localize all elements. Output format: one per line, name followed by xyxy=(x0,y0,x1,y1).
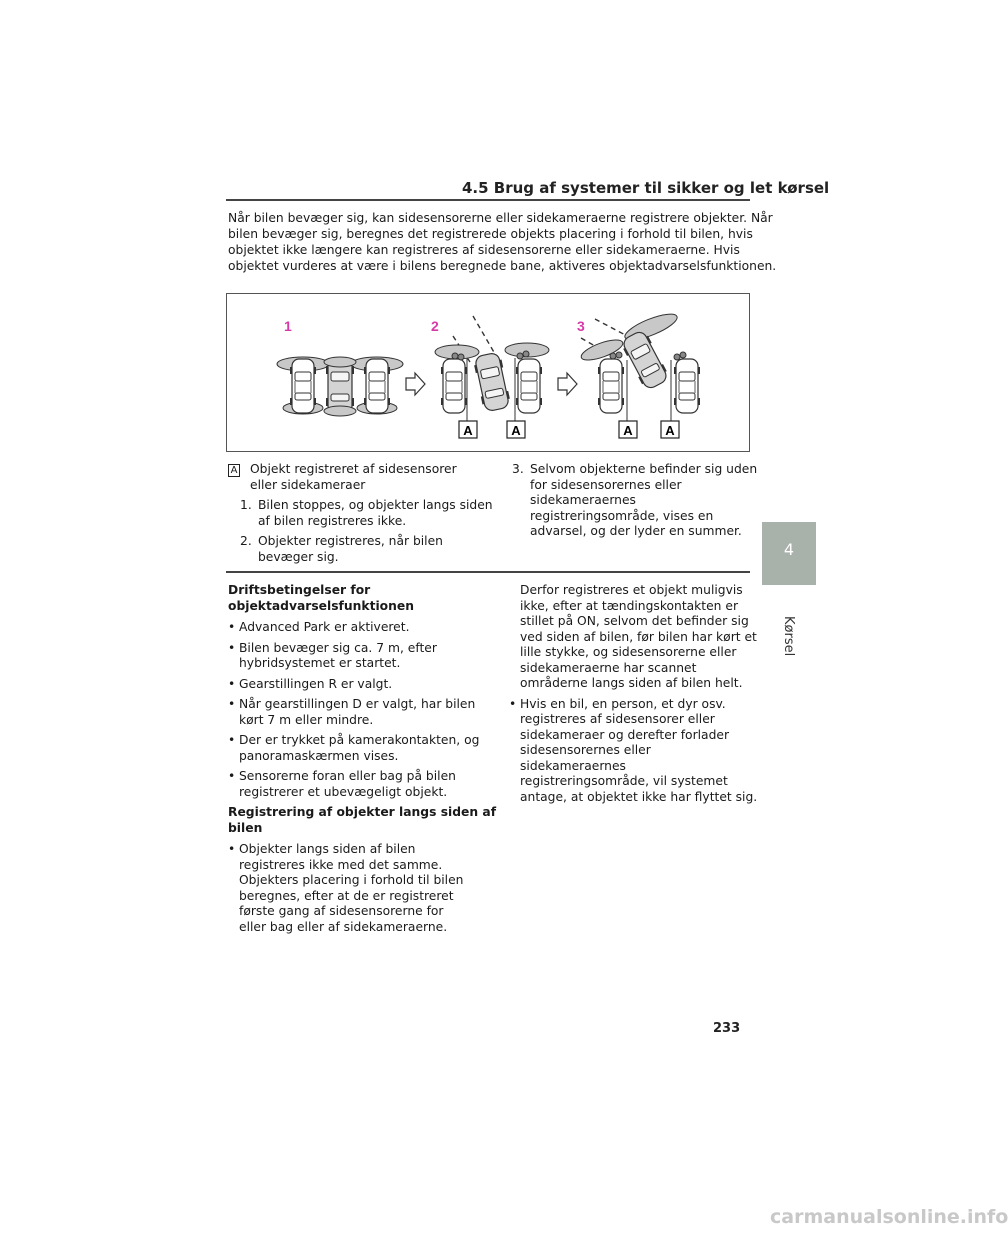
step-label-1: 1 xyxy=(284,318,292,334)
left-column xyxy=(228,583,497,940)
watermark: carmanualsonline.info xyxy=(770,1206,1008,1228)
legend-item-3 xyxy=(512,462,758,545)
continuation-paragraph: Derfor registreres et objekt muligvis ikke, efter at tændingskontakten er stillet på ON, selvom det befinder sig ved siden af bilen, før bilen har kørt et lille stykke, og sidesensorerne eller sidekameraerne har scannet områderne langs siden af bilen helt. xyxy=(520,583,757,690)
legend-item-line: Bilen stoppes, og objekter langs siden xyxy=(258,498,493,512)
legend-a-line: eller sidekameraer xyxy=(250,477,366,492)
chapter-number: 4 xyxy=(783,540,795,559)
registration-heading: Registrering af objekter langs siden af bilen xyxy=(228,805,497,835)
legend-item-line: for sidesensorernes eller xyxy=(530,477,682,492)
intro-line: objektet vurderes at være i bilens beregnede bane, aktiveres objektadvarselsfunktionen. xyxy=(228,259,777,273)
header-divider xyxy=(226,199,750,201)
intro-line: bilen bevæger sig, beregnes det registrerede objekts placering i forhold til bilen, hvis xyxy=(228,227,753,241)
intro-line: objektet ikke længere kan registreres af sidesensorerne eller sidekameraerne. Hvis xyxy=(228,243,740,257)
step-label-3: 3 xyxy=(577,318,585,334)
scene-3 xyxy=(579,309,700,422)
step-arrow-icon xyxy=(558,373,577,395)
bullet-item: • Gearstillingen R er valgt. xyxy=(228,676,393,691)
callout-a: A xyxy=(665,423,675,438)
callout-a: A xyxy=(511,423,521,438)
conditions-heading: Driftsbetingelser for objektadvarselsfunktionen xyxy=(228,583,414,613)
legend-item-number: 1. xyxy=(240,498,252,512)
legend-item-line: Objekter registreres, når bilen xyxy=(258,534,443,548)
figure-legend xyxy=(228,462,493,570)
bullet-item: • Når gearstillingen D er valgt, har bilen kørt 7 m eller mindre. xyxy=(228,697,476,727)
step-label-2: 2 xyxy=(431,318,439,334)
section-divider xyxy=(226,571,750,573)
legend-a-marker: A xyxy=(228,464,240,477)
intro-paragraph xyxy=(228,210,777,274)
intro-line: Når bilen bevæger sig, kan sidesensorerne eller sidekameraerne registrere objekter. Når xyxy=(228,211,773,225)
legend-item-number: 2. xyxy=(240,534,252,548)
callout-a: A xyxy=(623,423,633,438)
section-header-title: 4.5 Brug af systemer til sikker og let kørsel xyxy=(462,179,830,197)
bullet-item: • Hvis en bil, en person, et dyr osv. registreres af sidesensorer eller sidekameraer og derefter forlader sidesensorernes eller sidekameraernes registreringsområde, vil systemet antage, at objektet ikke har flyttet sig. xyxy=(509,696,758,804)
bullet-item: • Advanced Park er aktiveret. xyxy=(228,620,410,634)
right-column xyxy=(509,583,758,810)
bullet-item: • Objekter langs siden af bilen registreres ikke med det samme. Objekters placering i forhold til bilen beregnes, efter at de er registreret første gang af sidesensorerne for eller bag eller af sidekameraerne. xyxy=(228,842,464,934)
chapter-label: Kørsel xyxy=(781,616,796,657)
chapter-tab[interactable] xyxy=(762,522,816,585)
legend-a-line: Objekt registreret af sidesensorer xyxy=(250,462,457,476)
legend-item-line: bevæger sig. xyxy=(258,549,339,564)
scene-2 xyxy=(435,316,549,422)
bullet-item: • Der er trykket på kamerakontakten, og panoramaskærmen vises. xyxy=(228,733,480,763)
legend-item-number: 3. xyxy=(512,462,524,476)
bullet-item: • Bilen bevæger sig ca. 7 m, efter hybridsystemet er startet. xyxy=(228,640,437,670)
scene-1 xyxy=(277,357,403,416)
page-number: 233 xyxy=(713,1021,741,1036)
legend-item-line: af bilen registreres ikke. xyxy=(258,513,407,528)
legend-a-entry xyxy=(228,462,478,493)
bullet-item: • Sensorerne foran eller bag på bilen registrerer et ubevægeligt objekt. xyxy=(228,769,456,799)
callout-a: A xyxy=(463,423,473,438)
legend-item-line: registreringsområde, vises en xyxy=(530,508,714,523)
step-arrow-icon xyxy=(406,373,425,395)
callout-a-boxes xyxy=(459,421,679,438)
legend-item-line: Selvom objekterne befinder sig uden xyxy=(530,462,758,476)
parking-illustration xyxy=(226,293,750,452)
legend-item-1 xyxy=(240,498,493,529)
parking-diagram-svg xyxy=(227,294,749,451)
legend-item-line: advarsel, og der lyder en summer. xyxy=(530,524,742,538)
legend-item-2 xyxy=(240,534,478,565)
legend-item-line: sidekameraernes xyxy=(530,493,636,507)
